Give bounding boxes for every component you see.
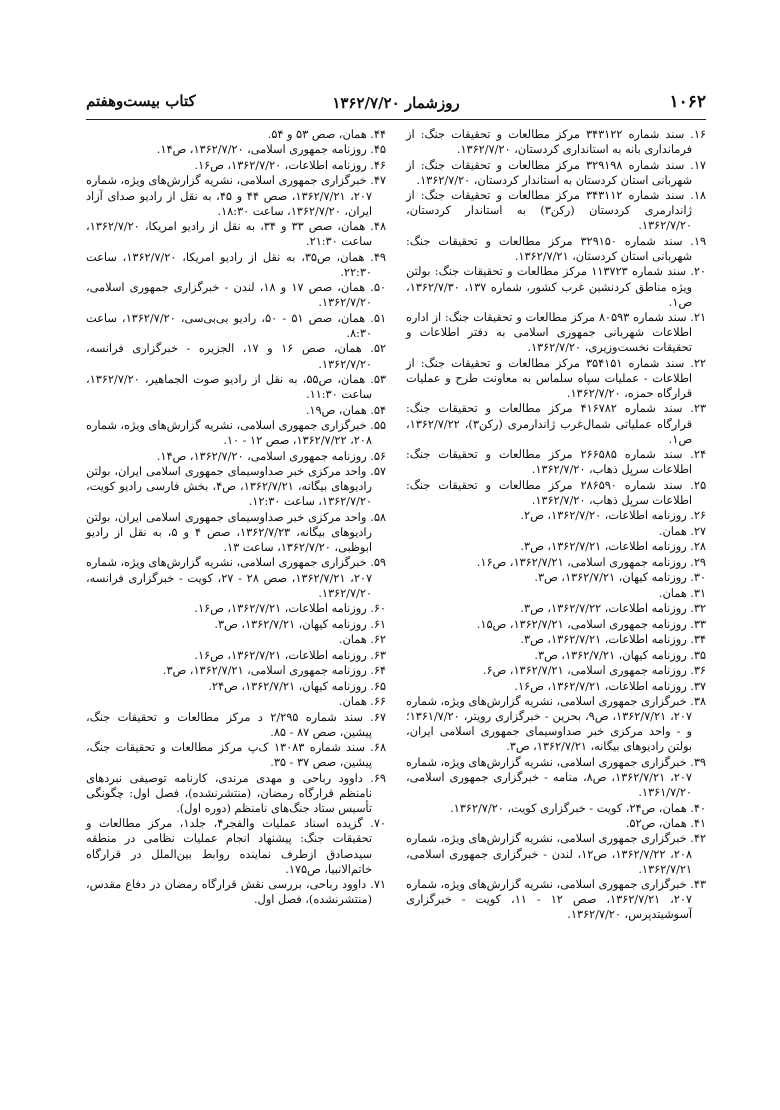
footnote: ۶۰. روزنامه اطلاعات، ۱۳۶۲/۷/۲۱، ص۱۶.: [194, 602, 386, 616]
footnote: ۳۳. روزنامه جمهوری اسلامی، ۱۳۶۲/۷/۲۱، ص۱۵.: [476, 617, 706, 631]
footnote: ۴۸. همان، صص ۳۳ و ۳۴، به نقل از رادیو امریکا، ۱۳۶۲/۷/۲۰، ساعت ۲۱:۳۰.: [86, 220, 387, 249]
footnote: ۶۲. همان.: [338, 633, 386, 647]
footnote: ۶۱. روزنامه کیهان، ۱۳۶۲/۷/۲۱، ص۳.: [214, 617, 386, 631]
footnote: ۴۲. خبرگزاری جمهوری اسلامی، نشریه گزارش‌های ویژه، شماره ۲۰۸، ۱۳۶۲/۷/۲۲، ص۱۲، لندن - خبرگزاری جمهوری اسلامی، ۱۳۶۲/۷/۲۱.: [406, 832, 706, 876]
footnote: ۶۶. همان.: [338, 695, 386, 709]
footnote: ۵۶. روزنامه جمهوری اسلامی، ۱۳۶۲/۷/۲۰، ص۱۴.: [156, 449, 386, 463]
footnote: ۵۰. همان، صص ۱۷ و ۱۸، لندن - خبرگزاری جمهوری اسلامی، ۱۳۶۲/۷/۲۰.: [86, 281, 386, 310]
footnote: ۶۳. روزنامه اطلاعات، ۱۳۶۲/۷/۲۱، ص۱۶.: [194, 648, 386, 662]
running-header: [86, 88, 706, 118]
footnote: ۱۸. سند شماره ۳۴۳۱۱۲ مرکز مطالعات و تحقیقات جنگ: از ژاندارمری کردستان (رکن۳) به استاندار کردستان، ۱۳۶۲/۷/۲۰.: [406, 189, 706, 233]
footnote: ۲۶. روزنامه اطلاعات، ۱۳۶۲/۷/۲۰، ص۲.: [520, 509, 706, 523]
footnote: ۲۱. سند شماره ۸۰۵۹۳ مرکز مطالعات و تحقیقات جنگ: از اداره اطلاعات شهربانی جمهوری اسلامی به دفتر اطلاعات و تحقیقات نخست‌وزیری، ۱۳۶۲/۷/۲۰.: [406, 311, 707, 355]
footnote: ۳۷. روزنامه اطلاعات، ۱۳۶۲/۷/۲۱، ص۱۶.: [514, 679, 706, 693]
footnote: ۳۰. روزنامه کیهان، ۱۳۶۲/۷/۲۱، ص۳.: [534, 571, 706, 585]
footnote: ۴۷. خبرگزاری جمهوری اسلامی، نشریه گزارش‌های ویژه، شماره ۲۰۷، ۱۳۶۲/۷/۲۱، صص ۴۴ و ۴۵، به نقل از رادیو صدای آزاد ایران، ۱۳۶۲/۷/۲۰، ساعت ۱۸:۳۰.: [86, 174, 386, 218]
footnote: ۴۹. همان، ص۳۵، به نقل از رادیو امریکا، ۱۳۶۲/۷/۲۰، ساعت ۲۲:۳۰.: [86, 250, 386, 279]
footnote: ۱۷. سند شماره ۳۲۹۱۹۸ مرکز مطالعات و تحقیقات جنگ: از شهربانی استان کردستان به استاندار کردستان، ۱۳۶۲/۷/۲۰.: [406, 158, 706, 187]
footnote: ۳۱. همان.: [658, 586, 706, 600]
footnote: ۵۷. واحد مرکزی خبر صداوسیمای جمهوری اسلامی ایران، بولتن رادیوهای بیگانه، ۱۳۶۲/۷/۲۱، ص۴، بخش فارسی رادیو کویت، ۱۳۶۲/۷/۲۰، ساعت ۱۲:۳۰.: [86, 465, 386, 509]
notes-column-right: [406, 127, 706, 923]
footnote: ۲۵. سند شماره ۲۸۶۵۹۰ مرکز مطالعات و تحقیقات جنگ: اطلاعات سرپل ذهاب، ۱۳۶۲/۷/۲۰.: [406, 478, 707, 507]
footnote: ۶۸. سند شماره ۱۳۰۸۳ ک‌پ مرکز مطالعات و تحقیقات جنگ، پیشین، صص ۳۷ - ۳۵.: [86, 741, 387, 770]
footnote: ۴۶. روزنامه اطلاعات، ۱۳۶۲/۷/۲۰، ص۱۶.: [194, 158, 386, 172]
header-rule: [86, 119, 706, 120]
footnote: ۲۲. سند شماره ۳۵۴۱۵۱ مرکز مطالعات و تحقیقات جنگ: از اطلاعات - عملیات سپاه سلماس به معاونت طرح و عملیات قرارگاه حمزه، ۱۳۶۲/۷/۲۰.: [406, 356, 706, 400]
footnote: ۶۹. داوود رباحی و مهدی مرندی، کارنامه توصیفی نبردهای نامنظم قرارگاه رمضان، (منتشرنشده)، فصل اول: چگونگی تأسیس ستاد جنگ‌های نامنظم (دوره اول).: [86, 771, 386, 815]
footnote: ۵۵. خبرگزاری جمهوری اسلامی، نشریه گزارش‌های ویژه، شماره ۲۰۸، ۱۳۶۲/۷/۲۲، صص ۱۲ - ۱۰.: [86, 419, 386, 448]
footnote: ۲۰. سند شماره ۱۱۳۷۲۳ مرکز مطالعات و تحقیقات جنگ: بولتن ویژه مناطق کردنشین غرب کشور، شماره ۱۳۷، ۱۳۶۲/۷/۳۰، ص۱.: [406, 265, 706, 309]
footnote: ۲۹. روزنامه جمهوری اسلامی، ۱۳۶۲/۷/۲۱، ص۱۶.: [476, 555, 706, 569]
book-title: کتاب بیست‌وهفتم: [86, 92, 196, 110]
footnote: ۶۵. روزنامه کیهان، ۱۳۶۲/۷/۲۱، ص۲۴.: [208, 679, 386, 693]
footnote: ۴۴. همان، صص ۵۳ و ۵۴.: [267, 128, 386, 141]
footnote: ۶۴. روزنامه جمهوری اسلامی، ۱۳۶۲/۷/۲۱، ص۳.: [162, 664, 386, 678]
footnote: ۵۳. همان، ص۵۵، به نقل از رادیو صوت الجماهیر، ۱۳۶۲/۷/۲۰، ساعت ۱۱:۳۰.: [86, 373, 386, 402]
footnote: ۱۹. سند شماره ۳۲۹۱۵۰ مرکز مطالعات و تحقیقات جنگ: شهربانی استان کردستان، ۱۳۶۲/۷/۲۱.: [406, 234, 707, 263]
footnote: ۴۵. روزنامه جمهوری اسلامی، ۱۳۶۲/۷/۲۰، ص۱۴.: [156, 143, 386, 157]
footnote: ۶۷. سند شماره ۲/۲۹۵ د مرکز مطالعات و تحقیقات جنگ، پیشین، صص ۸۷ - ۸۵.: [86, 710, 386, 739]
footnote: ۳۴. روزنامه اطلاعات، ۱۳۶۲/۷/۲۱، ص۳.: [520, 633, 706, 647]
page-number: ۱۰۶۲: [669, 92, 706, 112]
footnote: ۲۴. سند شماره ۲۶۶۵۸۵ مرکز مطالعات و تحقیقات جنگ: اطلاعات سرپل ذهاب، ۱۳۶۲/۷/۲۰.: [406, 448, 707, 477]
footnote: ۵۸. واحد مرکزی خبر صداوسیمای جمهوری اسلامی ایران، بولتن رادیوهای بیگانه، ۱۳۶۲/۷/۲۳، صص ۴ و ۵، به نقل از رادیو ابوظبی، ۱۳۶۲/۷/۲۰، ساعت ۱۳.: [86, 510, 386, 554]
running-date: روزشمار ۱۳۶۲/۷/۲۰: [332, 94, 460, 112]
footnote: ۵۹. خبرگزاری جمهوری اسلامی، نشریه گزارش‌های ویژه، شماره ۲۰۷، ۱۳۶۲/۷/۲۱، صص ۲۸ - ۲۷، کویت - خبرگزاری فرانسه، ۱۳۶۲/۷/۲۰.: [86, 556, 386, 600]
footnote: ۴۱. همان، ص۵۲.: [625, 816, 706, 830]
footnote: ۳۶. روزنامه جمهوری اسلامی، ۱۳۶۲/۷/۲۱، ص۶.: [482, 664, 706, 678]
footnote: ۳۵. روزنامه کیهان، ۱۳۶۲/۷/۲۱، ص۳.: [534, 648, 706, 662]
footnote: ۴۰. همان، ص۲۴، کویت - خبرگزاری کویت، ۱۳۶۲/۷/۲۰.: [450, 801, 706, 815]
footnote: ۵۴. همان، ص۱۹.: [305, 403, 386, 417]
footnote: ۳۸. خبرگزاری جمهوری اسلامی، نشریه گزارش‌های ویژه، شماره ۲۰۷، ۱۳۶۲/۷/۲۱، ص۹، بحرین - خبرگزاری رویتر، ۱۳۶۱/۷/۲۰؛ و - واحد مرکزی خبر صداوسیمای جمهوری اسلامی ایران، بولتن رادیوهای بیگانه، ۱۳۶۲/۷/۲۱، ص۳.: [406, 695, 706, 754]
footnote: ۳۹. خبرگزاری جمهوری اسلامی، نشریه گزارش‌های ویژه، شماره ۲۰۷، ۱۳۶۲/۷/۲۱، ص۸، منامه - خبرگزاری جمهوری اسلامی، ۱۳۶۱/۷/۲۰.: [406, 755, 706, 800]
footnote: ۳۲. روزنامه اطلاعات، ۱۳۶۲/۷/۲۲، ص۳.: [520, 602, 706, 616]
footnote: ۵۲. همان، صص ۱۶ و ۱۷، الجزیره - خبرگزاری فرانسه، ۱۳۶۲/۷/۲۰.: [86, 342, 386, 371]
footnote: ۲۳. سند شماره ۴۱۶۷۸۲ مرکز مطالعات و تحقیقات جنگ: قرارگاه عملیاتی شمال‌غرب ژاندارمری (رکن۳)، ۱۳۶۲/۷/۲۲، ص۱.: [406, 402, 707, 446]
footnote: ۵۱. همان، صص ۵۱ - ۵۰، رادیو بی‌بی‌سی، ۱۳۶۲/۷/۲۰، ساعت ۸:۳۰.: [86, 311, 387, 340]
footnote: ۱۶. سند شماره ۳۴۳۱۲۲ مرکز مطالعات و تحقیقات جنگ: از فرمانداری بانه به استانداری کردستان، ۱۳۶۲/۷/۲۰.: [406, 128, 706, 157]
notes-column-left: [86, 127, 386, 908]
footnote: ۲۸. روزنامه اطلاعات، ۱۳۶۲/۷/۲۱، ص۳.: [520, 540, 706, 554]
footnote: ۴۳. خبرگزاری جمهوری اسلامی، نشریه گزارش‌های ویژه، شماره ۲۰۷، ۱۳۶۲/۷/۲۱، صص ۱۲ - ۱۱، کویت - خبرگزاری آسوشیتدپرس، ۱۳۶۲/۷/۲۰.: [406, 878, 706, 922]
footnote: ۷۰. گزیده اسناد عملیات والفجر۴، جلد۱، مرکز مطالعات و تحقیقات جنگ: پیشنهاد انجام عملیات نظامی در منطقه سیدصادق ازطرف نماینده روابط بین‌الملل در قرارگاه خاتم‌الانبیا، ص۱۷۵.: [86, 817, 386, 876]
footnote: ۲۷. همان.: [658, 524, 706, 538]
footnote: ۷۱. داوود رباحی، بررسی نقش قرارگاه رمضان در دفاع مقدس، (منتشرنشده)، فصل اول.: [86, 878, 386, 907]
